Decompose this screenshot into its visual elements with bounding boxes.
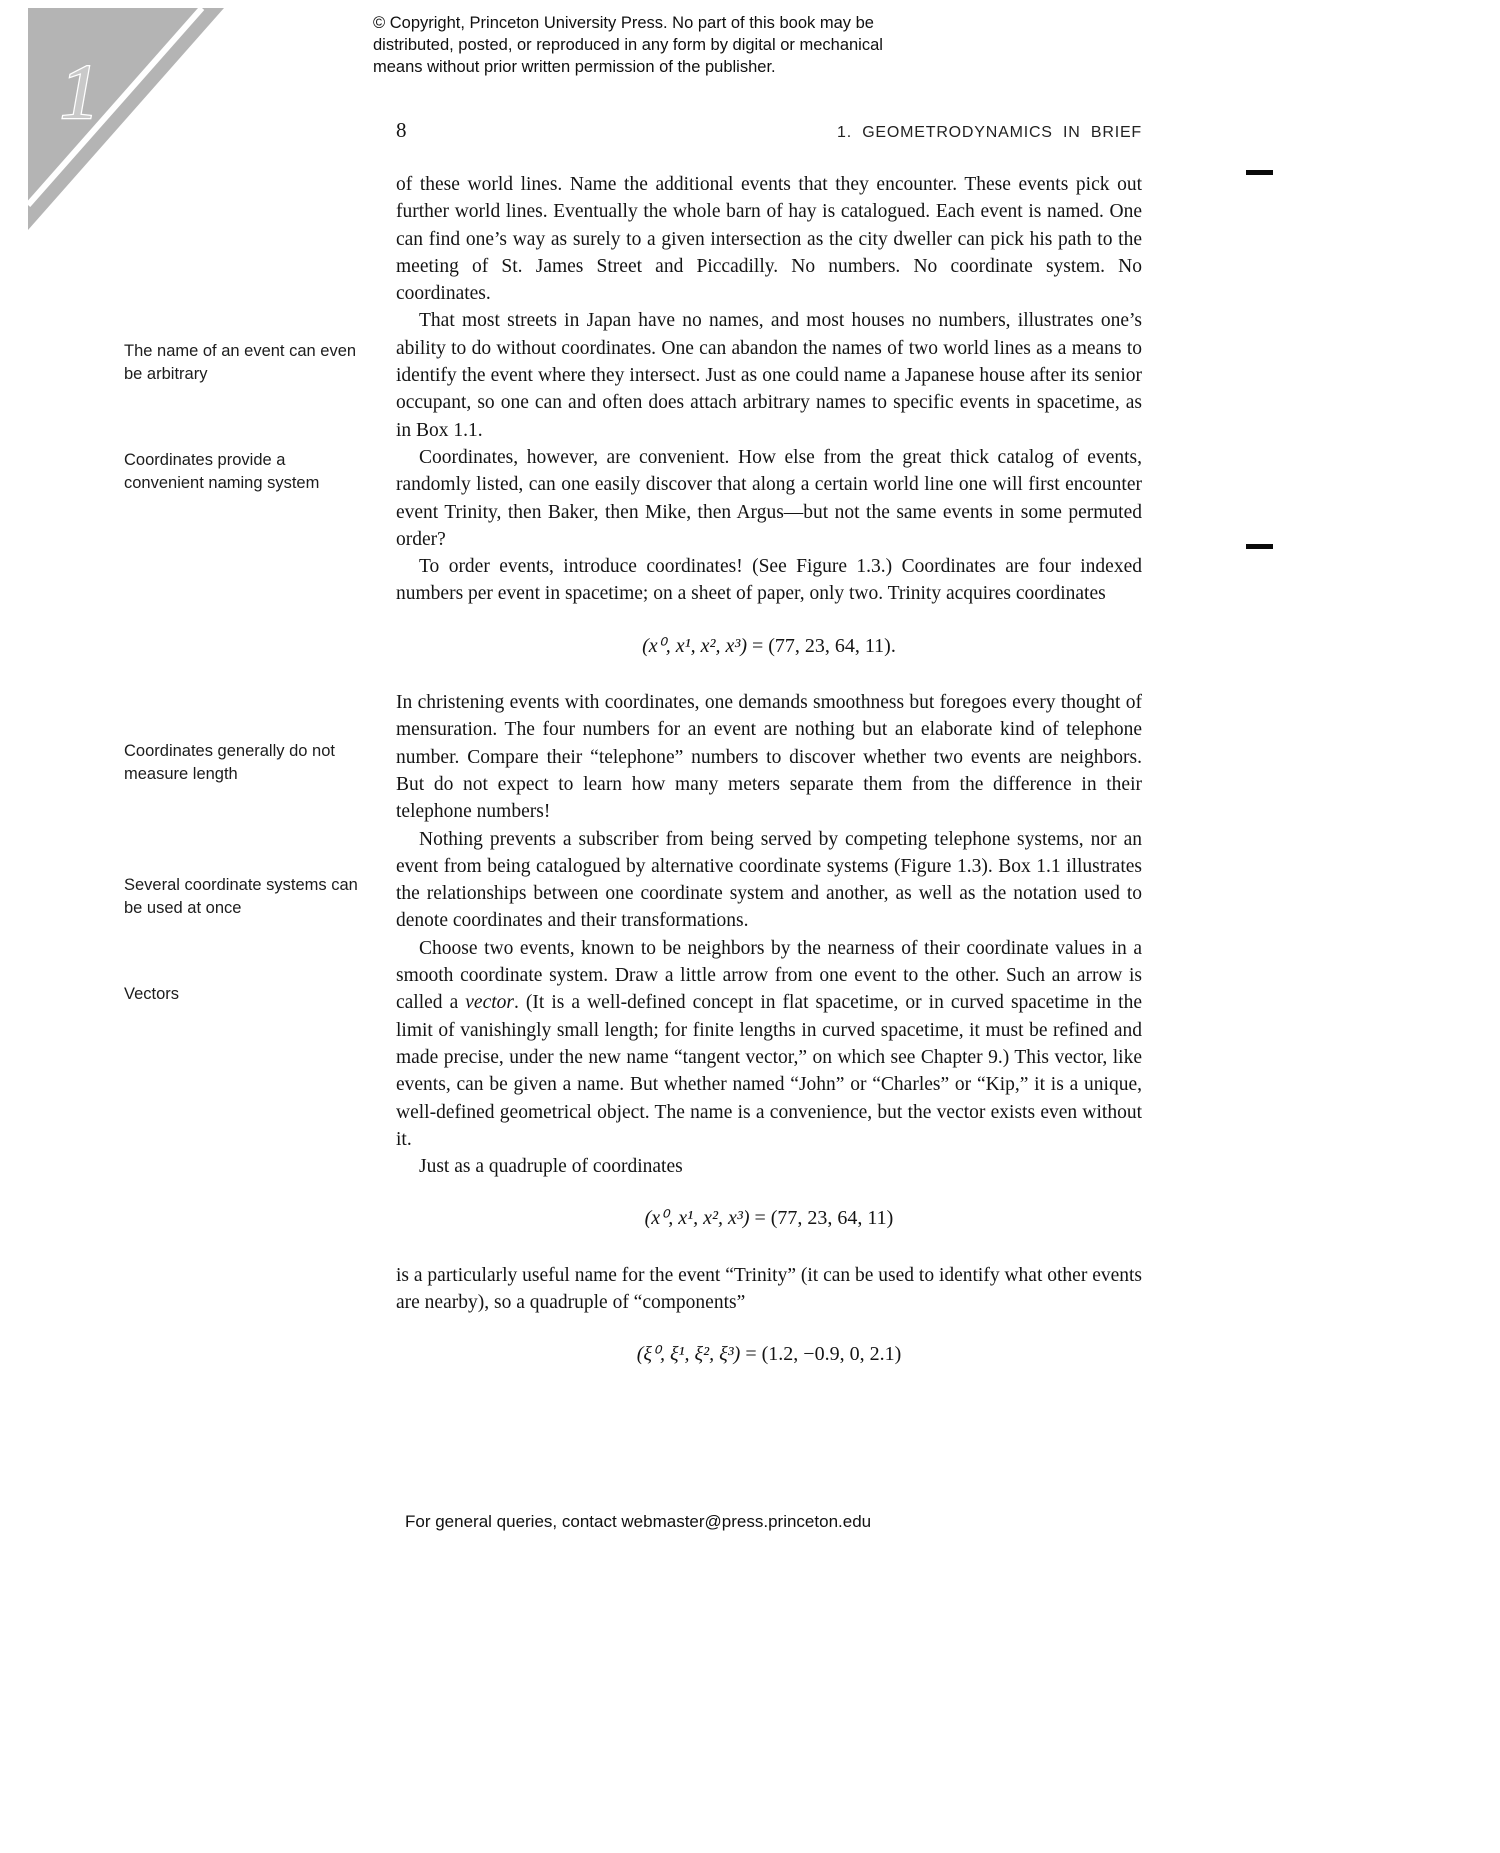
vector-term: vector xyxy=(465,992,515,1014)
margin-note-event-names: The name of an event can even be arbitrary xyxy=(124,342,357,383)
margin-note-measure-length: Coordinates generally do not measure length xyxy=(124,742,335,783)
body-paragraph xyxy=(396,935,1142,1153)
margin-note-multiple-systems: Several coordinate systems can be used at once xyxy=(124,876,358,917)
triangle-shape xyxy=(28,8,224,230)
margin-note-naming-system: Coordinates provide a convenient naming system xyxy=(124,451,320,492)
body-paragraph: Coordinates, however, are convenient. How else from the great thick catalog of events, randomly listed, can one easily discover that along a certain world line one will first encounter event Trinity, then Baker, then Mike, then Argus—but not the same events in some permuted order? xyxy=(396,446,1142,550)
paragraph-text: Choose two events, known to be neighbors by the nearness of their coordinate values in a smooth coordinate system. Draw a little arrow from one event to the other. Such an arrow is called a xyxy=(396,937,1142,1014)
running-head: 1. GEOMETRODYNAMICS IN BRIEF xyxy=(837,124,1142,141)
chapter-number: 1 xyxy=(60,48,99,135)
equation-lhs: (x⁰, x¹, x², x³) xyxy=(642,634,747,657)
footer-contact: For general queries, contact webmaster@press.princeton.edu xyxy=(405,1512,872,1531)
equation-rhs: = (77, 23, 64, 11). xyxy=(746,634,896,657)
paragraph-text: . (It is a well-defined concept in flat spacetime, or in curved spacetime in the limit of vanishingly small length; for finite lengths in curved spacetime, it must be refined and made precise, under the new name “tangent vector,” on which see Chapter 9.) This vector, like events, can be given a name. But whether named “John” or “Charles” or “Kip,” it is a unique, well-defined geometrical object. The name is a convenience, but the vector exists even without it. xyxy=(396,992,1142,1150)
equation-components xyxy=(396,1341,1142,1368)
equation-trinity-coordinates xyxy=(396,633,1142,660)
chapter-corner-tab xyxy=(28,8,233,238)
equation-lhs: (ξ⁰, ξ¹, ξ², ξ³) xyxy=(636,1343,741,1366)
body-text-column xyxy=(396,171,1142,1398)
page-header xyxy=(396,118,1142,143)
body-paragraph: To order events, introduce coordinates! (See Figure 1.3.) Coordinates are four indexed numbers per event in spacetime; on a sheet of paper, only two. Trinity acquires coordinates xyxy=(396,556,1142,605)
print-mark-top xyxy=(1246,170,1273,175)
body-paragraph: Nothing prevents a subscriber from being served by competing telephone systems, nor an event from being catalogued by alternative coordinate systems (Figure 1.3). Box 1.1 illustrates the relationships between one coordinate system and another, as well as the notation used to denote coordinates and their transformations. xyxy=(396,828,1142,932)
body-paragraph: That most streets in Japan have no names, and most houses no numbers, illustrates one’s ability to do without coordinates. One can abandon the names of two world lines as a means to identify the event where they intersect. Just as one could name a Japanese house after its senior occupant, so one can and often does attach arbitrary names to specific events in spacetime, as in Box 1.1. xyxy=(396,310,1142,441)
equation-rhs: = (77, 23, 64, 11) xyxy=(749,1207,894,1230)
equation-rhs: = (1.2, −0.9, 0, 2.1) xyxy=(740,1343,902,1366)
copyright-notice: © Copyright, Princeton University Press. No part of this book may be distributed, posted, or reproduced in any form by digital or mechanical means without prior written permission of the publisher. xyxy=(373,14,883,76)
body-paragraph: In christening events with coordinates, one demands smoothness but foregoes every thought of mensuration. The four numbers for an event are nothing but an elaborate kind of telephone number. Compare their “telephone” numbers to discover whether two events are neighbors. But do not expect to learn how many meters separate them from the difference in their telephone numbers! xyxy=(396,692,1142,823)
margin-note-vectors: Vectors xyxy=(124,985,180,1003)
page-number: 8 xyxy=(396,118,407,142)
body-paragraph: Just as a quadruple of coordinates xyxy=(419,1156,683,1178)
body-paragraph: of these world lines. Name the additional events that they encounter. These events pick out further world lines. Eventually the whole barn of hay is catalogued. Each event is named. One can find one’s way as surely to a given intersection as the city dweller can pick his path to the meeting of St. James Street and Piccadilly. No numbers. No coordinate system. No coordinates. xyxy=(396,174,1142,305)
equation-lhs: (x⁰, x¹, x², x³) xyxy=(644,1207,750,1230)
print-mark-middle xyxy=(1246,544,1273,549)
equation-quadruple-coordinates xyxy=(396,1205,1142,1232)
body-paragraph: is a particularly useful name for the event “Trinity” (it can be used to identify what other events are nearby), so a quadruple of “components” xyxy=(396,1264,1143,1313)
